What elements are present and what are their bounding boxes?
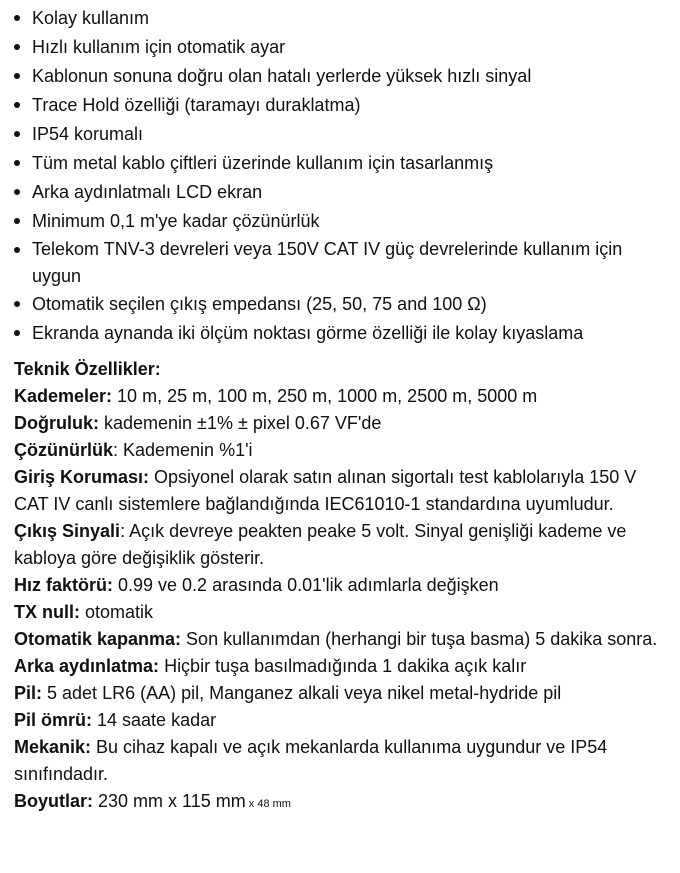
list-item	[14, 149, 654, 178]
feature-text: IP54 korumalı	[32, 124, 144, 144]
spec-value: Bu cihaz kapalı ve açık mekanlarda kullanıma uygundur ve IP54 sınıfındadır.	[14, 737, 608, 784]
list-item	[14, 290, 654, 319]
list-item	[14, 120, 654, 149]
spec-row-dimensions	[14, 788, 670, 818]
spec-label: Hız faktörü:	[14, 575, 113, 595]
spec-row	[14, 464, 670, 518]
bullet-icon	[14, 301, 20, 307]
spec-row	[14, 626, 670, 653]
spec-row	[14, 680, 670, 707]
bullet-icon	[14, 44, 20, 50]
feature-text: Arka aydınlatmalı LCD ekran	[32, 182, 263, 202]
list-item	[14, 236, 654, 290]
spec-label: Mekanik:	[14, 737, 92, 757]
feature-text: Kablonun sonuna doğru olan hatalı yerlerde yüksek hızlı sinyal	[32, 66, 532, 86]
bullet-icon	[14, 247, 20, 253]
spec-value: Hiçbir tuşa basılmadığında 1 dakika açık kalır	[159, 656, 527, 676]
spec-value: 5 adet LR6 (AA) pil, Manganez alkali veya nikel metal-hydride pil	[42, 683, 562, 703]
feature-text: Kolay kullanım	[32, 8, 150, 28]
bullet-icon	[14, 160, 20, 166]
spec-label: Pil:	[14, 683, 43, 703]
feature-text: Tüm metal kablo çiftleri üzerinde kullanım için tasarlanmış	[32, 153, 494, 173]
bullet-icon	[14, 131, 20, 137]
feature-text: Hızlı kullanım için otomatik ayar	[32, 37, 286, 57]
spec-row	[14, 734, 670, 788]
spec-label: Kademeler:	[14, 386, 113, 406]
feature-list	[0, 4, 680, 348]
bullet-icon	[14, 330, 20, 336]
spec-row	[14, 707, 670, 734]
spec-row	[14, 572, 670, 599]
list-item	[14, 178, 654, 207]
bullet-icon	[14, 73, 20, 79]
spec-value: 0.99 ve 0.2 arasında 0.01'lik adımlarla değişken	[113, 575, 499, 595]
spec-label: TX null:	[14, 602, 80, 622]
spec-row	[14, 518, 670, 572]
spec-value: otomatik	[80, 602, 154, 622]
spec-row	[14, 410, 670, 437]
spec-value: 230 mm x 115 mm	[93, 791, 246, 811]
list-item	[14, 4, 654, 33]
spec-value: 10 m, 25 m, 100 m, 250 m, 1000 m, 2500 m, 5000 m	[112, 386, 538, 406]
spec-label: Çıkış Sinyali	[14, 521, 121, 541]
list-item	[14, 91, 654, 120]
bullet-icon	[14, 102, 20, 108]
feature-text: Trace Hold özelliği (taramayı duraklatma)	[32, 95, 361, 115]
list-item	[14, 33, 654, 62]
bullet-icon	[14, 15, 20, 21]
spec-row	[14, 437, 670, 464]
bullet-icon	[14, 218, 20, 224]
spec-row	[14, 383, 670, 410]
spec-value-small: x 48 mm	[245, 798, 291, 810]
spec-row	[14, 653, 670, 680]
spec-label: Pil ömrü:	[14, 710, 93, 730]
spec-value: Opsiyonel olarak satın alınan sigortalı test kablolarıyla 150 V CAT IV canlı sistemlere bağlandığında IEC61010-1 standardına uyumludur.	[14, 467, 637, 514]
spec-value: 14 saate kadar	[92, 710, 217, 730]
spec-label: Arka aydınlatma:	[14, 656, 160, 676]
feature-text: Ekranda aynanda iki ölçüm noktası görme özelliği ile kolay kıyaslama	[32, 323, 584, 343]
spec-label: Otomatik kapanma:	[14, 629, 182, 649]
bullet-icon	[14, 189, 20, 195]
feature-text: Telekom TNV-3 devreleri veya 150V CAT IV güç devrelerinde kullanım için uygun	[32, 239, 623, 286]
technical-specs	[14, 356, 674, 818]
spec-label: Giriş Koruması:	[14, 467, 150, 487]
spec-label: Doğruluk:	[14, 413, 99, 433]
spec-label: Çözünürlük	[14, 440, 113, 460]
list-item	[14, 62, 654, 91]
spec-value: Son kullanımdan (herhangi bir tuşa basma) 5 dakika sonra.	[181, 629, 658, 649]
spec-value: kademenin ±1% ± pixel 0.67 VF'de	[99, 413, 382, 433]
spec-label: Boyutlar:	[14, 791, 94, 811]
feature-text: Otomatik seçilen çıkış empedansı (25, 50, 75 and 100 Ω)	[32, 294, 487, 314]
spec-value: : Kademenin %1'i	[113, 440, 253, 460]
spec-row	[14, 599, 670, 626]
list-item	[14, 207, 654, 236]
spec-value: : Açık devreye peakten peake 5 volt. Sinyal genişliği kademe ve kabloya göre değişiklik gösterir.	[14, 521, 627, 568]
specs-heading: Teknik Özellikler:	[14, 359, 161, 379]
list-item	[14, 319, 654, 348]
feature-text: Minimum 0,1 m'ye kadar çözünürlük	[32, 211, 320, 231]
